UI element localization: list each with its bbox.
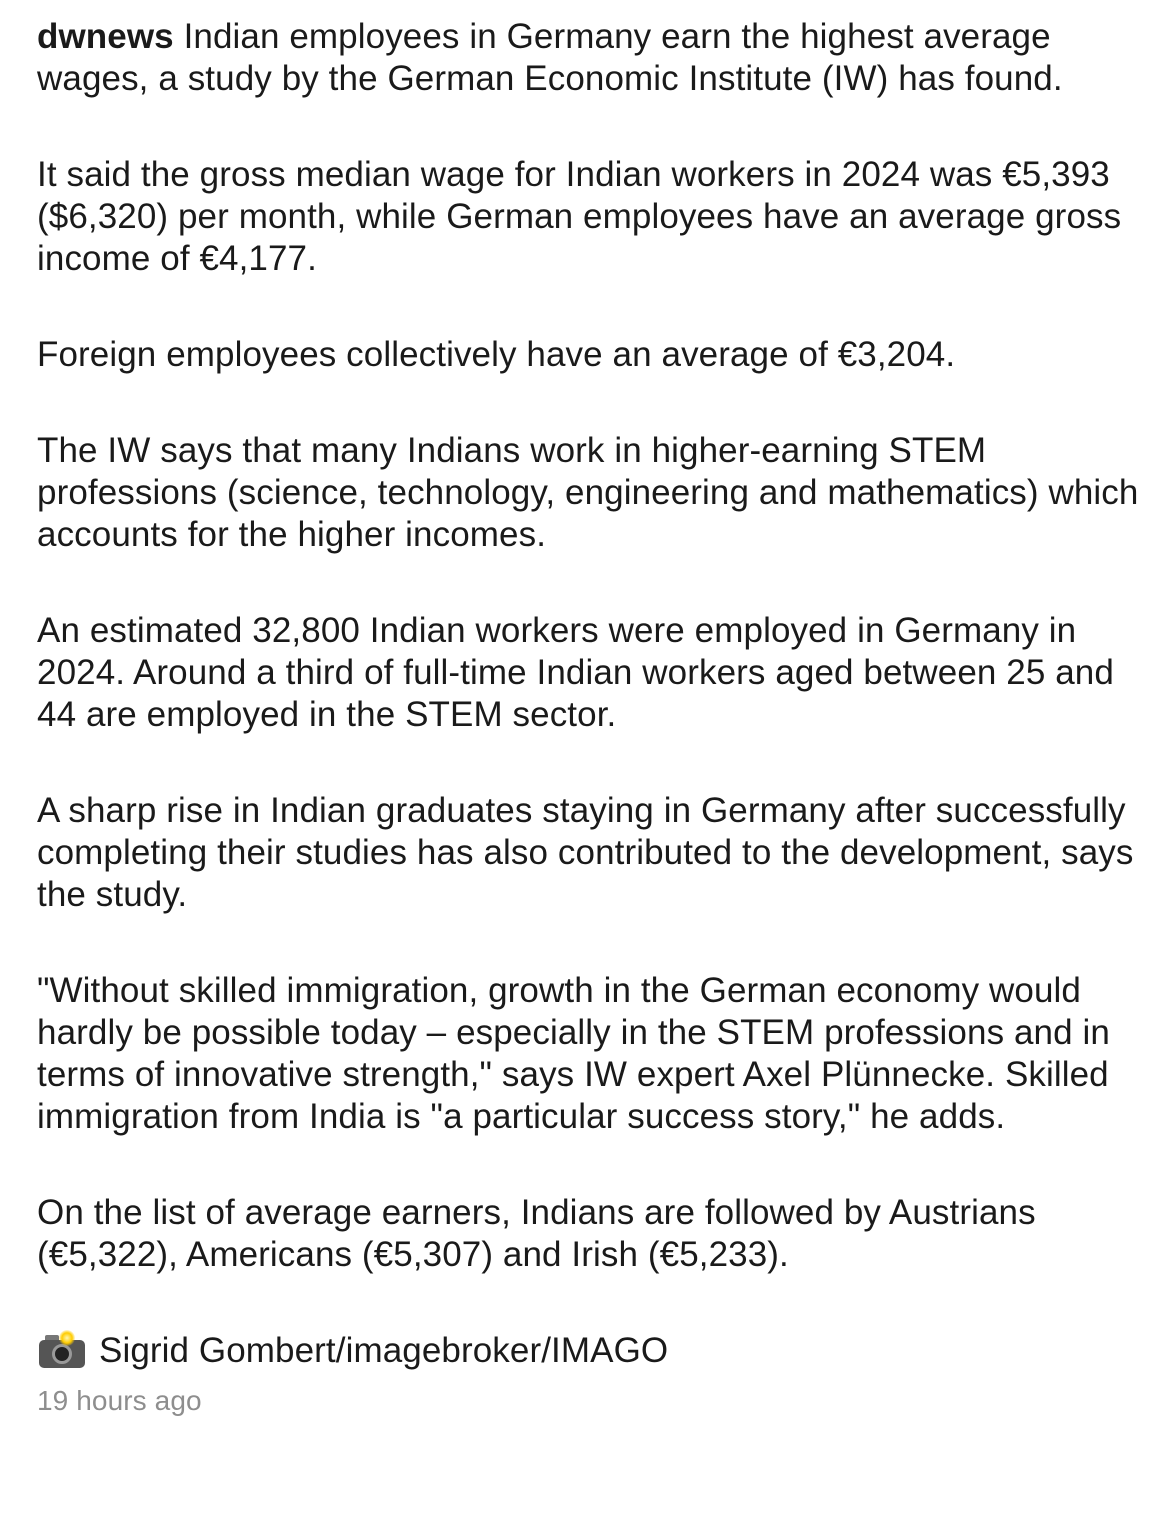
caption-paragraph-5: An estimated 32,800 Indian workers were employed in Germany in 2024. Around a third of full-time Indian workers aged between 25 and 44 are employed in the STEM sector.	[37, 611, 1114, 734]
username-link[interactable]: dwnews	[37, 17, 174, 56]
photo-credit-text: Sigrid Gombert/imagebroker/IMAGO	[99, 1331, 669, 1370]
caption-paragraph-7: "Without skilled immigration, growth in the German economy would hardly be possible today – especially in the STEM professions and in terms of innovative strength," says IW expert Axel Plünnecke. Skilled immigration from India is "a particular success story," he adds.	[37, 971, 1110, 1136]
camera-flash-icon	[37, 1332, 89, 1370]
post-timestamp: 19 hours ago	[37, 1385, 202, 1416]
caption-paragraph-8: On the list of average earners, Indians are followed by Austrians (€5,322), Americans (€5,307) and Irish (€5,233).	[37, 1193, 1036, 1274]
caption-paragraph-3: Foreign employees collectively have an average of €3,204.	[37, 335, 956, 374]
caption-paragraph-4: The IW says that many Indians work in higher-earning STEM professions (science, technology, engineering and mathematics) which accounts for the higher incomes.	[37, 431, 1139, 554]
photo-credit	[37, 1330, 1142, 1372]
caption-paragraph-1	[37, 16, 1142, 100]
caption-text-1: Indian employees in Germany earn the highest average wages, a study by the German Economic Institute (IW) has found.	[37, 17, 1063, 98]
caption-paragraph-6: A sharp rise in Indian graduates staying in Germany after successfully completing their studies has also contributed to the development, says the study.	[37, 791, 1134, 914]
caption-paragraph-2: It said the gross median wage for Indian workers in 2024 was €5,393 ($6,320) per month, while German employees have an average gross income of €4,177.	[37, 155, 1122, 278]
post-caption	[37, 16, 1142, 1418]
